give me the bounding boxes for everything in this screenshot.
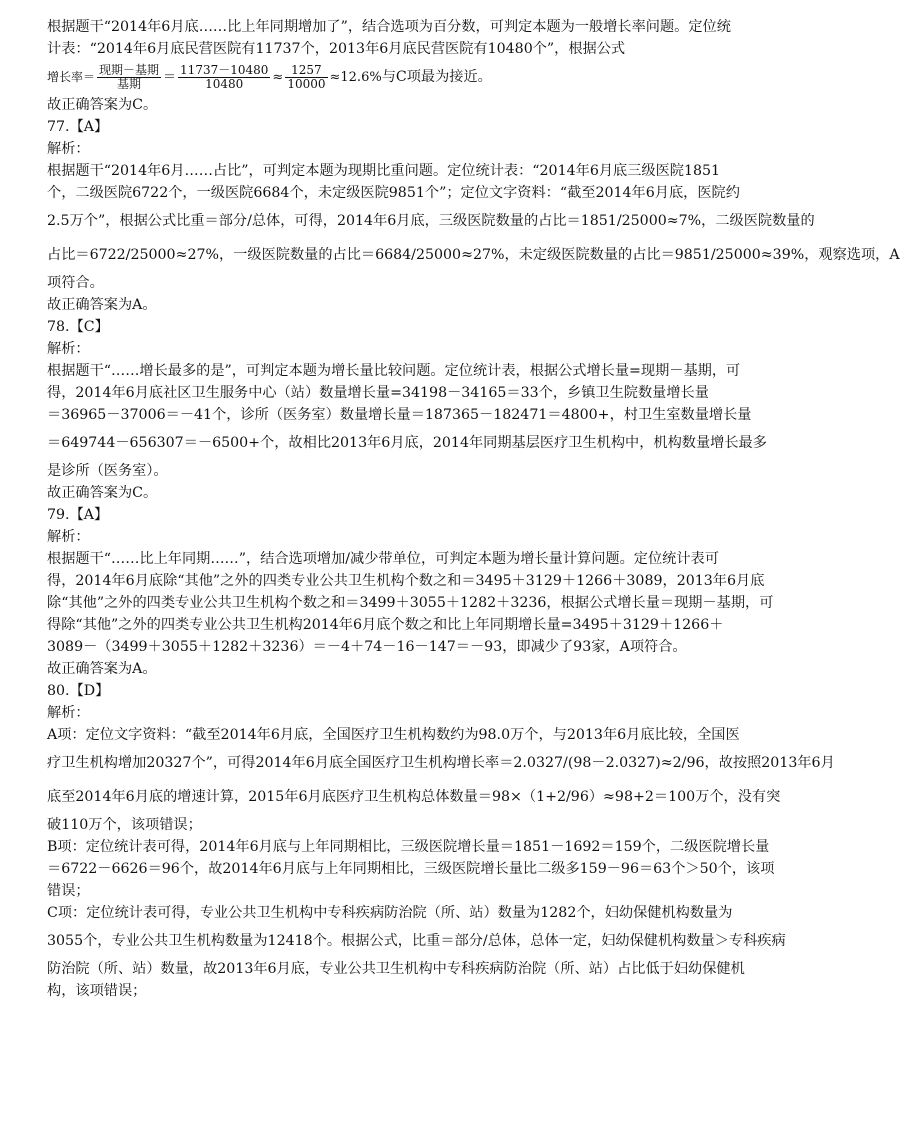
text-line: 除“其他”之外的四类专业公共卫生机构个数之和＝3499＋3055＋1282＋3236，根据公式增长量＝现期－基期，可 (47, 595, 774, 611)
analysis-heading: 解析： (47, 341, 90, 357)
text-line: A项：定位文字资料：“截至2014年6月底，全国医疗卫生机构数约为98.0万个，与2013年6月底比较，全国医 (47, 727, 740, 743)
formula-fraction: $\frac{11737-10480}{10480}$ (180, 62, 269, 91)
text-line: C项：定位统计表可得，专业公共卫生机构中专科疾病防治院（所、站）数量为1282个，妇幼保健机构数量为 (47, 905, 733, 921)
formula-tail: 与C项最为接近。 (381, 69, 492, 85)
text-line: ＝6722－6626＝96个，故2014年6月底与上年同期相比，三级医院增长量比二级多159－96＝63个＞50个，该项 (47, 861, 775, 877)
question-number: 77.【A】 (47, 119, 109, 135)
analysis-heading: 解析： (47, 141, 90, 157)
analysis-heading: 解析： (47, 705, 90, 721)
text-line: 底至2014年6月底的增速计算，2015年6月底医疗卫生机构总体数量＝98×（1+2/96）≈98+2＝100万个，没有突 (47, 789, 781, 805)
text-line: 是诊所（医务室）。 (47, 463, 168, 479)
text-line: 故正确答案为A。 (47, 661, 157, 677)
text-line: 得，2014年6月底除“其他”之外的四类专业公共卫生机构个数之和＝3495＋3129＋1266＋3089，2013年6月底 (47, 573, 765, 589)
text-line: 故正确答案为C。 (47, 97, 158, 113)
text-line: 计表：“2014年6月底民营医院有11737个，2013年6月底民营医院有10480个”，根据公式 (47, 41, 626, 57)
text-line: 项符合。 (47, 275, 104, 291)
formula-lhs: 增长率＝ (47, 70, 96, 84)
growth-rate-formula: 增长率＝ $\frac{\text{现期－基期}}{\text{基期}}$ ＝ $\frac{11737-10480}{10480}$ ≈ $\frac{1257}{10000}$ ≈12.6%与C项最为接近。 (47, 62, 492, 91)
text-line: 故正确答案为C。 (47, 485, 158, 501)
analysis-heading: 解析： (47, 529, 90, 545)
text-line: 根据题干“2014年6月……占比”，可判定本题为现期比重问题。定位统计表：“2014年6月底三级医院1851 (47, 163, 721, 179)
text-line: ＝36965－37006＝－41个，诊所（医务室）数量增长量＝187365－182471＝4800+，村卫生室数量增长量 (47, 407, 752, 423)
text-line: B项：定位统计表可得，2014年6月底与上年同期相比，三级医院增长量＝1851－1692＝159个，二级医院增长量 (47, 839, 770, 855)
question-number: 79.【A】 (47, 507, 109, 523)
text-line: ＝649744－656307＝－6500+个，故相比2013年6月底，2014年同期基层医疗卫生机构中，机构数量增长最多 (47, 435, 767, 451)
text-line: 3055个，专业公共卫生机构数量为12418个。根据公式，比重＝部分/总体，总体一定，妇幼保健机构数量＞专科疾病 (47, 933, 786, 949)
text-line: 疗卫生机构增加20327个”，可得2014年6月底全国医疗卫生机构增长率＝2.0327/(98－2.0327)≈2/96，故按照2013年6月 (47, 755, 835, 771)
text-line: 根据题干“2014年6月底……比上年同期增加了”，结合选项为百分数，可判定本题为一般增长率问题。定位统 (47, 19, 731, 35)
text-line: 得，2014年6月底社区卫生服务中心（站）数量增长量=34198－34165＝33个，乡镇卫生院数量增长量 (47, 385, 709, 401)
text-line: 2.5万个”，根据公式比重＝部分/总体，可得，2014年6月底，三级医院数量的占比＝1851/25000≈7%，二级医院数量的 (47, 213, 815, 229)
text-line: 防治院（所、站）数量，故2013年6月底，专业公共卫生机构中专科疾病防治院（所、站）占比低于妇幼保健机 (47, 961, 745, 977)
formula-fraction: $\frac{\text{现期－基期}}{\text{基期}}$ (99, 62, 160, 91)
answer-explanation-page (47, 16, 900, 1002)
text-line: 根据题干“……增长最多的是”，可判定本题为增长量比较问题。定位统计表，根据公式增长量=现期－基期，可 (47, 363, 741, 379)
text-line: 根据题干“……比上年同期……”，结合选项增加/减少带单位，可判定本题为增长量计算问题。定位统计表可 (47, 551, 719, 567)
formula-fraction: $\frac{1257}{10000}$ (287, 62, 326, 91)
text-line: 错误； (47, 883, 90, 899)
text-line: 个，二级医院6722个，一级医院6684个，未定级医院9851个”；定位文字资料：“截至2014年6月底，医院约 (47, 185, 740, 201)
text-line: 占比＝6722/25000≈27%，一级医院数量的占比＝6684/25000≈27%，未定级医院数量的占比＝9851/25000≈39%，观察选项，A (47, 247, 900, 263)
text-line: 3089－（3499＋3055＋1282＋3236）＝－4＋74－16－147＝－93，即减少了93家，A项符合。 (47, 639, 687, 655)
text-line: 得除“其他”之外的四类专业公共卫生机构2014年6月底个数之和比上年同期增长量=3495＋3129＋1266＋ (47, 617, 724, 633)
question-number: 80.【D】 (47, 683, 110, 699)
text-line: 构，该项错误； (47, 983, 147, 999)
question-number: 78.【C】 (47, 319, 109, 335)
text-line: 破110万个，该项错误； (47, 817, 202, 833)
text-line: 故正确答案为A。 (47, 297, 157, 313)
